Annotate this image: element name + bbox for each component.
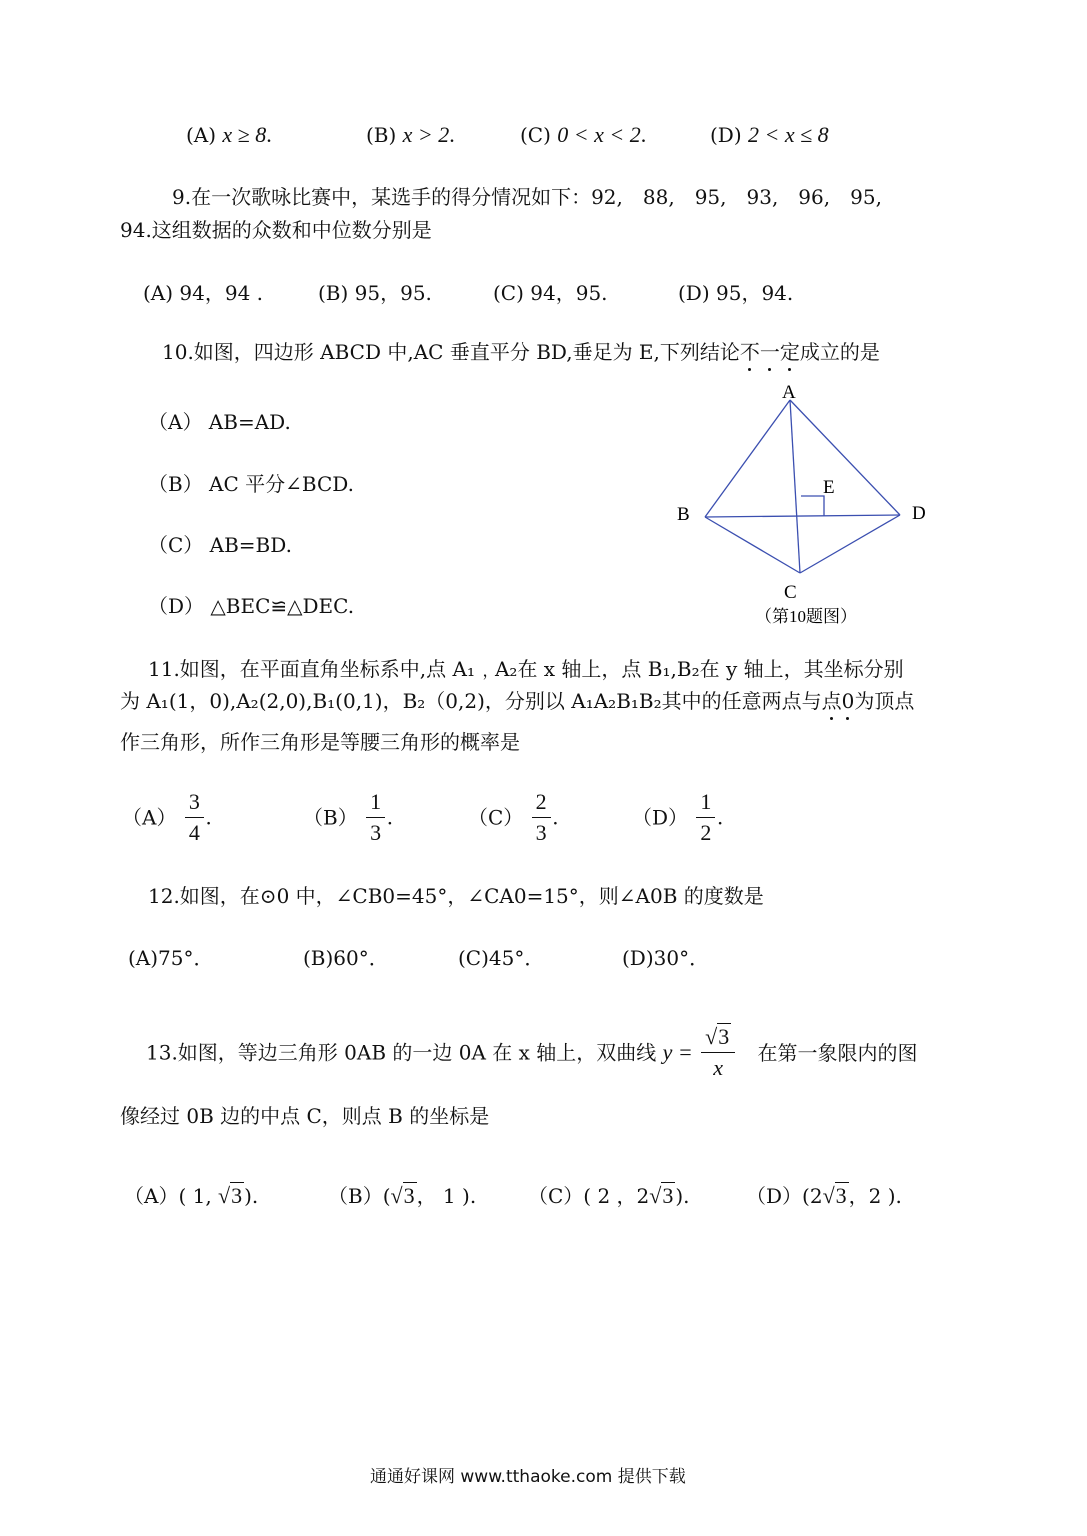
q13-c-prefix: （C）( 2 ，2 [528, 1184, 650, 1208]
denominator: x [713, 1055, 724, 1081]
q11-d-label: （D） [632, 805, 689, 830]
q9-option-d: (D) 95，94. [678, 281, 794, 305]
q8-b-label: (B) [366, 123, 397, 147]
q10-option-d: （D） △BEC≌△DEC. [148, 594, 355, 618]
q13-b-suffix: ， 1 ). [416, 1184, 477, 1208]
q11-stem-line1: 11.如图，在平面直角坐标系中,点 A₁﹐A₂在 x 轴上，点 B₁,B₂在 y 轴上，其坐标分别 [148, 657, 904, 681]
q10-emph-char: 不 [739, 340, 760, 364]
figure-caption: （第10题图） [755, 607, 857, 626]
q11-line2-start: 为 A₁(1，0),A₂(2,0),B₁(0,1)，B₂（0,2)，分别以 A₁A₂B₁B₂其中的任意两点与 [120, 689, 822, 713]
radicand: 3 [662, 1183, 674, 1208]
q8-a-expr: x ≥ 8 [222, 122, 267, 147]
point-label-e: E [823, 477, 835, 498]
q12-option-c: (C)45°． [458, 946, 545, 970]
q9-stem-line2: 94.这组数据的众数和中位数分别是 [120, 218, 432, 242]
q11-option-b: （B） $\frac{1}{3}$ . [303, 789, 393, 846]
q10-emph-char: 定 [779, 340, 800, 364]
vertex-label-b: B [677, 504, 690, 525]
q13-option-b [328, 1185, 476, 1207]
q8-option-b: (B) x > 2. [366, 122, 455, 147]
q13-stem-line1 [146, 1025, 918, 1080]
numerator: 1 [370, 789, 382, 814]
q11-stem-line3: 作三角形，所作三角形是等腰三角形的概率是 [120, 730, 520, 754]
denominator: 2 [700, 820, 712, 846]
sqrt-sign: √3 [390, 1183, 415, 1208]
q11-b-label: （B） [303, 805, 358, 830]
q10-figure [660, 375, 950, 630]
q9-option-c: (C) 94，95. [493, 281, 608, 305]
numerator: 1 [700, 789, 712, 814]
q12-stem: 12.如图，在⊙0 中，∠CB0=45°，∠CA0=15°，则∠A0B 的度数是 [148, 884, 764, 908]
q12-option-a: (A)75°． [128, 946, 214, 970]
q11-stem-line2 [120, 691, 914, 711]
q11-c-fraction [532, 790, 551, 845]
q11-emph-char: 点 [821, 689, 842, 713]
q11-option-c: （C） $\frac{2}{3}$ . [468, 789, 559, 846]
q10-stem [162, 342, 880, 362]
q10-stem-end: 成立的是 [799, 340, 880, 364]
sqrt-sign: √3 [649, 1183, 674, 1208]
diagonal-bd [705, 515, 900, 517]
vertex-label-c: C [784, 582, 797, 603]
q11-c-label: （C） [468, 805, 524, 830]
q13-a-prefix: （A）( 1, [124, 1184, 212, 1208]
q11-line2-end: 为顶点 [854, 689, 915, 713]
q11-a-label: （A） [122, 805, 177, 830]
q8-b-expr: x > 2 [402, 122, 450, 147]
denominator: 4 [188, 820, 200, 846]
q10-option-b: （B） AC 平分∠BCD. [148, 472, 354, 496]
q11-option-a: （A） $\frac{3}{4}$ . [122, 789, 212, 846]
q10-option-a: （A） AB=AD. [148, 410, 291, 434]
edge-cd [800, 515, 900, 573]
q13-c-suffix: ). [675, 1184, 690, 1208]
denominator: 3 [535, 820, 547, 846]
q8-option-c: (C) 0 < x < 2. [520, 122, 647, 147]
q9-stem-line1: 9.在一次歌咏比赛中，某选手的得分情况如下：92, 88, 95, 93, 96, 95, [172, 185, 882, 209]
q11-b-fraction [366, 790, 385, 845]
q13-option-a [124, 1185, 258, 1207]
edge-bc [705, 517, 800, 573]
q8-option-d [710, 124, 829, 146]
page-footer: 通通好课网 www.tthaoke.com 提供下载 [370, 1467, 686, 1487]
radicand: 3 [718, 1024, 730, 1049]
q13-a-suffix: ). [244, 1184, 259, 1208]
numerator: 2 [535, 789, 547, 814]
q12-option-b: (B)60°． [303, 946, 389, 970]
q13-d-suffix: ，2 ). [848, 1184, 902, 1208]
q13-stem-start: 13.如图，等边三角形 0AB 的一边 0A 在 x 轴上，双曲线 [146, 1040, 657, 1065]
sqrt-sign: √3 [822, 1183, 847, 1208]
sqrt-sign: √3 [218, 1183, 243, 1208]
q13-y-equals: y = [662, 1039, 693, 1065]
q9-option-a: (A) 94，94 . [143, 281, 264, 305]
q8-d-expr: 2 < x ≤ 8 [748, 122, 829, 147]
radicand: 3 [231, 1183, 243, 1208]
right-angle-mark [801, 496, 824, 516]
q11-a-fraction [185, 790, 204, 845]
q13-b-prefix: （B）( [328, 1184, 391, 1208]
q10-option-c: （C） AB=BD. [148, 533, 292, 557]
q10-emph-char: 一 [759, 340, 780, 364]
radicand: 3 [403, 1183, 415, 1208]
q13-stem-line2: 像经过 0B 边的中点 C，则点 B 的坐标是 [120, 1104, 490, 1128]
edge-ab [705, 400, 790, 517]
vertex-label-d: D [912, 503, 926, 524]
denominator: 3 [370, 820, 382, 846]
q11-emph-char: 0 [841, 689, 855, 713]
q11-option-d: （D） $\frac{1}{2}$ . [632, 789, 723, 846]
numerator: 3 [188, 789, 200, 814]
edge-ad [790, 400, 900, 515]
q9-option-b: (B) 95，95. [318, 281, 432, 305]
q13-stem-end: 在第一象限内的图 [757, 1040, 918, 1065]
q8-c-expr: 0 < x < 2 [557, 122, 641, 147]
sqrt-sign: √3 [705, 1024, 730, 1049]
q11-d-fraction [696, 790, 715, 845]
q12-option-d: (D)30°． [622, 946, 710, 970]
q13-option-c [528, 1185, 690, 1207]
q8-d-label: (D) [710, 123, 742, 147]
q13-option-d [746, 1185, 902, 1207]
q8-c-label: (C) [520, 123, 551, 147]
vertex-label-a: A [782, 382, 796, 403]
q8-option-a: (A) x ≥ 8. [186, 122, 272, 147]
q10-stem-start: 10.如图，四边形 ABCD 中,AC 垂直平分 BD,垂足为 E,下列结论 [162, 340, 740, 364]
diagonal-ac [790, 400, 800, 573]
q13-d-prefix: （D）(2 [746, 1184, 823, 1208]
radicand: 3 [835, 1183, 847, 1208]
q13-hyperbola-fraction [701, 1025, 735, 1080]
q8-a-label: (A) [186, 123, 217, 147]
